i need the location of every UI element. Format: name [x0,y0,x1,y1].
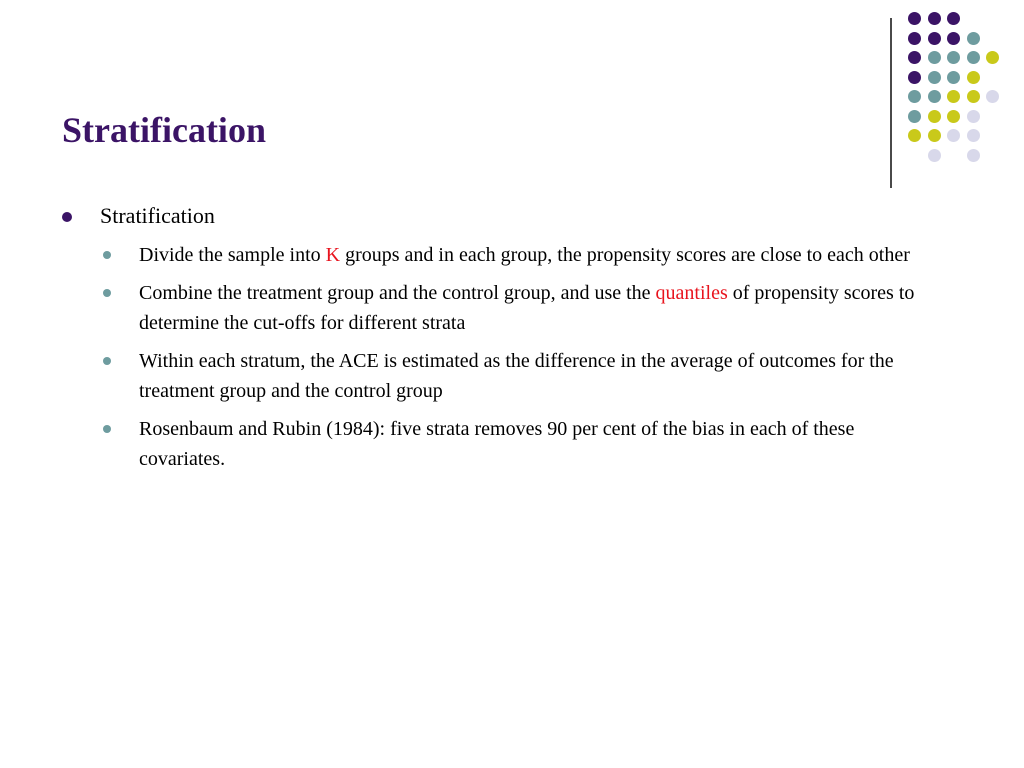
decorative-dot [928,71,941,84]
decorative-dot [967,51,980,64]
vertical-divider [890,18,892,188]
sub-bullet-2-text-after: of propensity scores to determine the cut-offs for different strata [139,282,915,334]
decorative-dot [928,110,941,123]
decorative-dot [986,90,999,103]
sub-bullet-1-text-after: groups and in each group, the propensity scores are close to each other [340,244,910,266]
slide-title: Stratification [62,110,266,150]
decorative-dot [947,12,960,25]
decorative-dot [908,110,921,123]
decorative-dot [947,51,960,64]
decorative-dot [967,149,980,162]
sub-bullet-1 [62,240,939,270]
sub-bullet-dot-icon [103,289,111,297]
sub-bullet-dot-icon [103,425,111,433]
sub-bullet-3 [62,346,939,406]
sub-bullet-dot-icon [103,357,111,365]
sub-bullet-list [62,240,942,474]
decorative-dot [928,12,941,25]
slide-content [62,200,942,482]
decorative-dot [947,110,960,123]
sub-bullet-4 [62,414,939,474]
sub-bullet-2-text-before: Combine the treatment group and the control group, and use the [139,282,656,304]
bullet-main [62,200,942,232]
decorative-dot-grid [908,12,1008,172]
decorative-dot [947,90,960,103]
decorative-dot [986,51,999,64]
decorative-dot [908,129,921,142]
bullet-dot-icon [62,212,72,222]
decorative-dot [947,71,960,84]
decorative-dot [908,71,921,84]
decorative-dot [928,90,941,103]
sub-bullet-4-text: Rosenbaum and Rubin (1984): five strata removes 90 per cent of the bias in each of these covariates. [139,418,855,470]
sub-bullet-1-text-before: Divide the sample into [139,244,326,266]
decorative-dot [967,129,980,142]
decorative-dot [967,90,980,103]
decorative-dot [908,12,921,25]
decorative-dot [967,71,980,84]
bullet-main-text: Stratification [100,203,215,228]
sub-bullet-1-highlight: K [325,244,341,266]
decorative-dot [928,51,941,64]
decorative-dot [928,32,941,45]
decorative-dot [967,110,980,123]
decorative-dot [908,51,921,64]
decorative-dot [928,129,941,142]
sub-bullet-2-highlight: quantiles [655,282,728,304]
decorative-dot [947,32,960,45]
decorative-dot [928,149,941,162]
decorative-dot [947,129,960,142]
decorative-dot [967,32,980,45]
sub-bullet-3-text: Within each stratum, the ACE is estimated as the difference in the average of outcomes for the treatment group and the control group [139,350,894,402]
sub-bullet-2 [62,278,939,338]
decorative-dot [908,32,921,45]
sub-bullet-dot-icon [103,251,111,259]
decorative-dot [908,90,921,103]
